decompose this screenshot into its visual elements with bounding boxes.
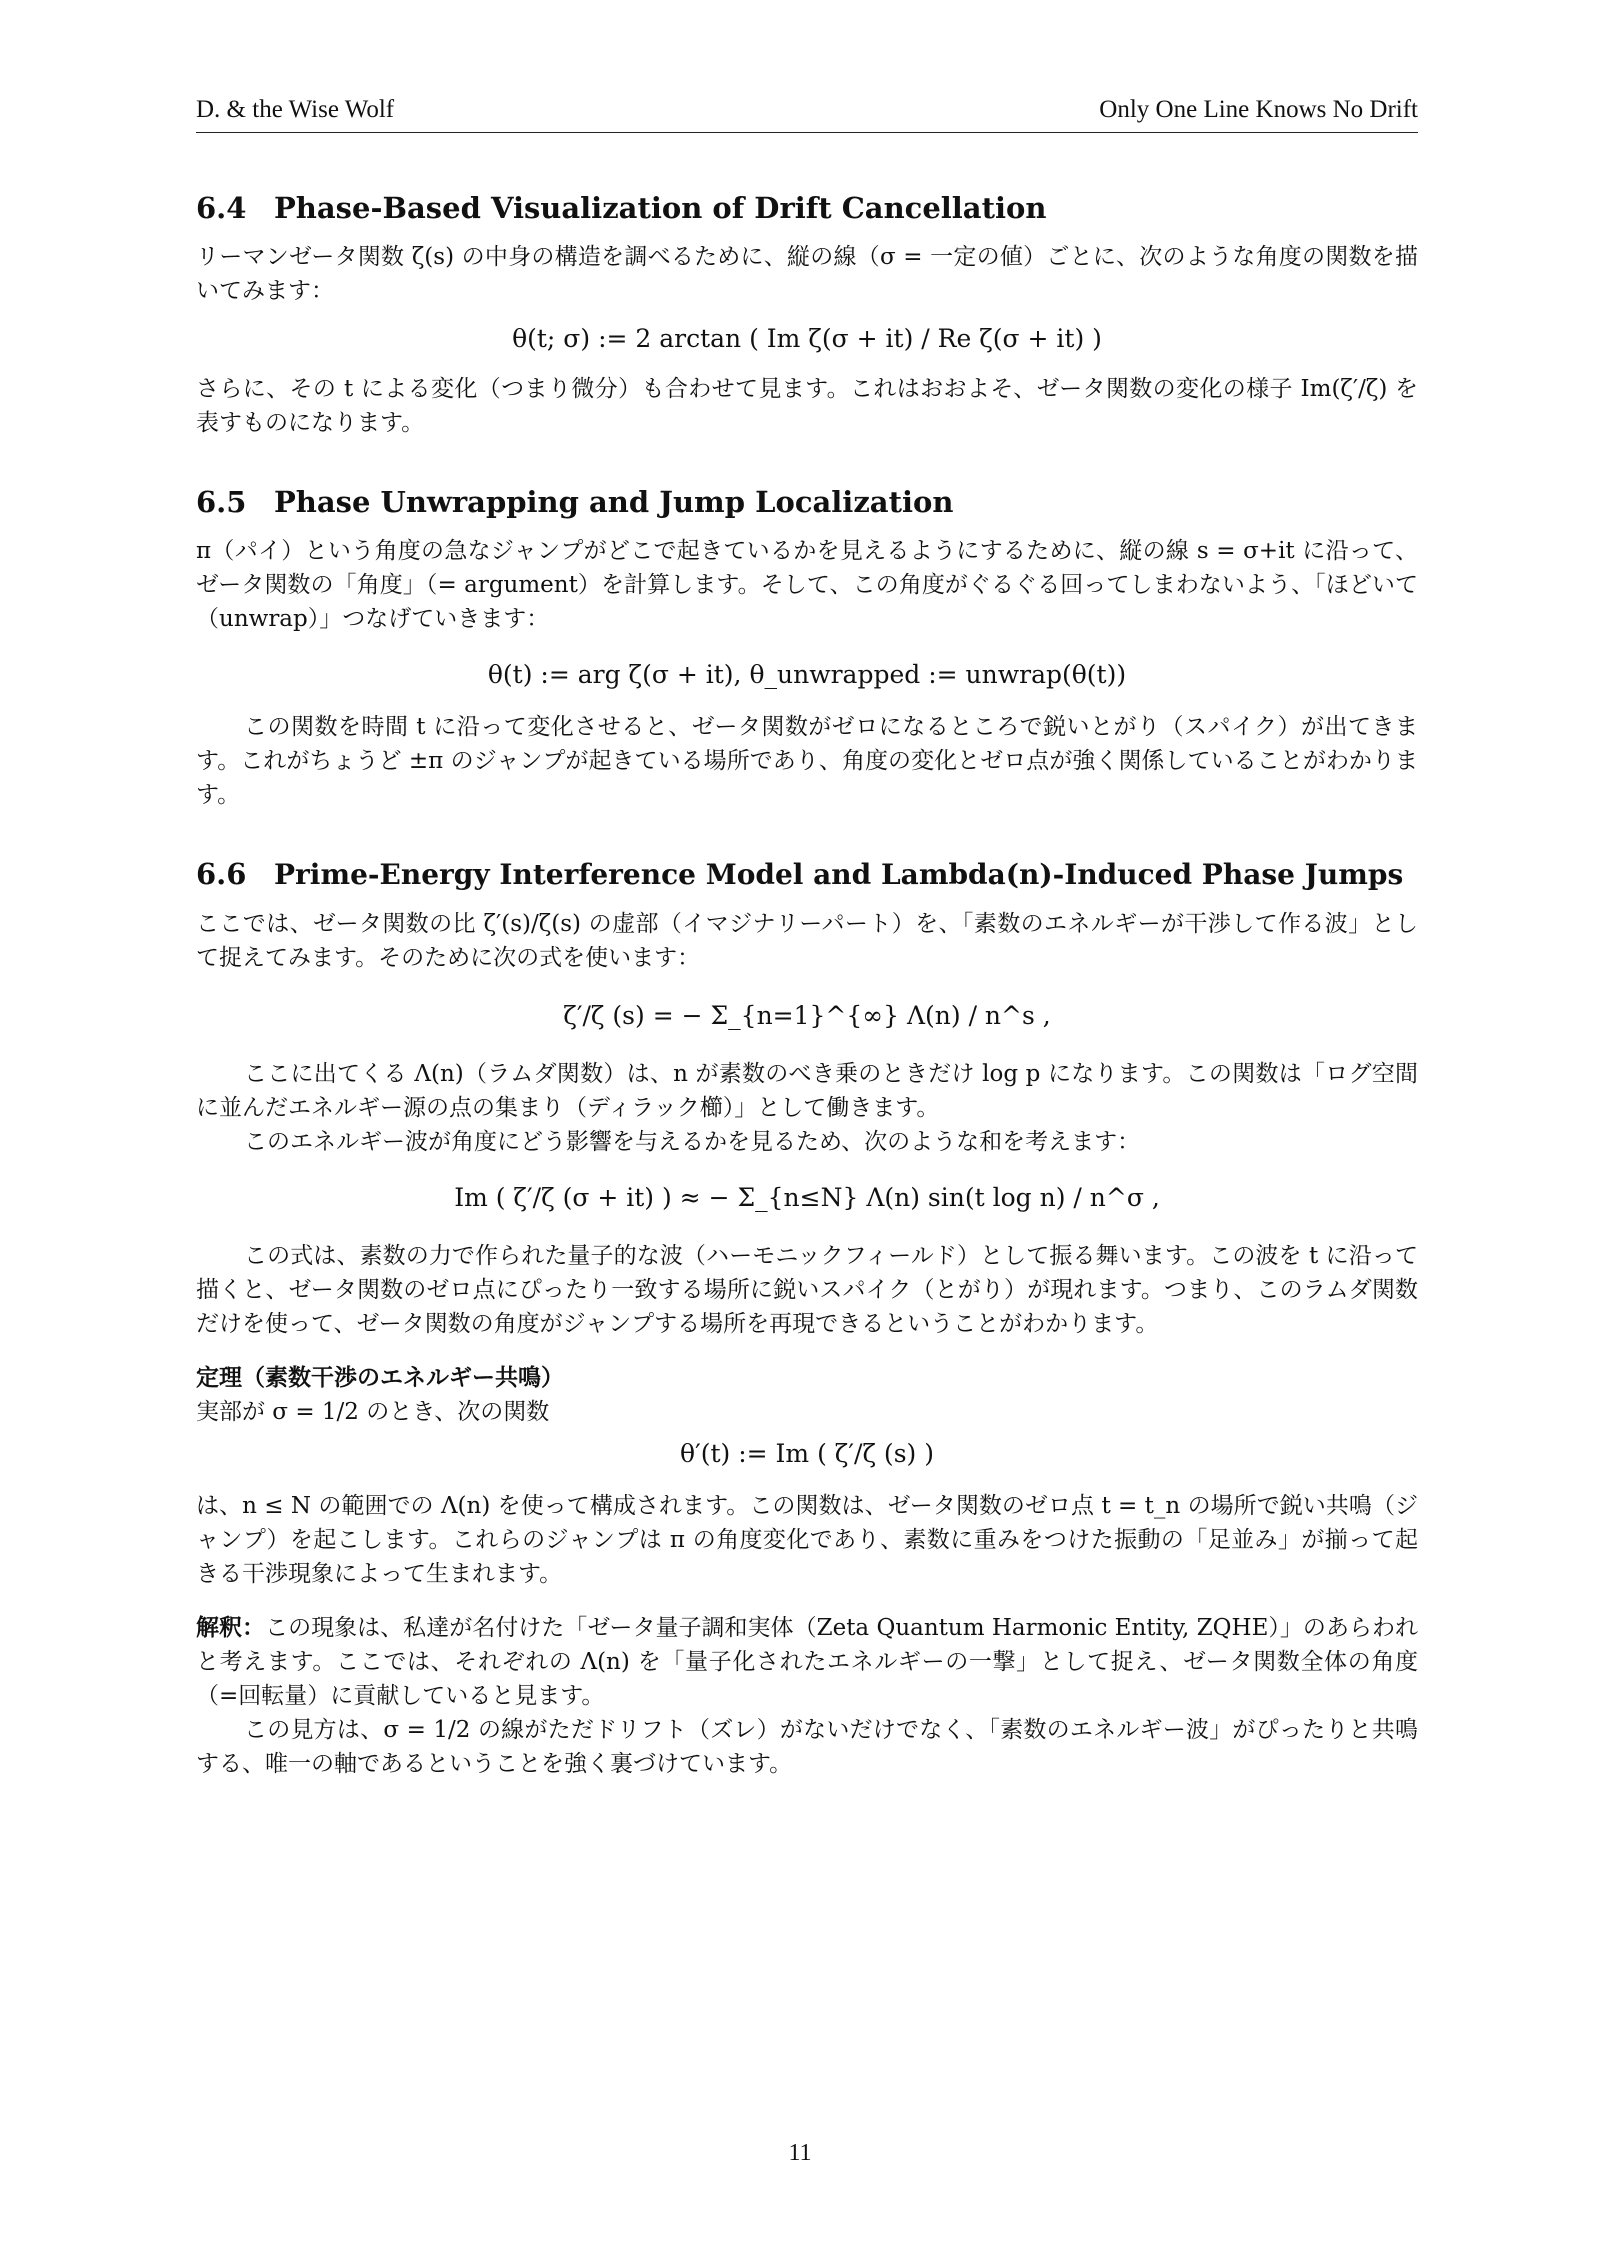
section-title: Prime-Energy Interference Model and Lambda(n)-Induced Phase Jumps — [274, 858, 1404, 891]
interpretation-lead: 解釈： — [196, 1615, 266, 1641]
equation-prime-sum: Im ( ζ′/ζ (σ + it) ) ≈ − Σ_{n≤N} Λ(n) sin(t log n) / n^σ , — [454, 1183, 1160, 1212]
main-content — [196, 190, 1418, 1781]
paragraph: さらに、その t による変化（つまり微分）も合わせて見ます。これはおおよそ、ゼータ関数の変化の様子 Im(ζ′/ζ) を表すものになります。 — [196, 376, 1418, 436]
section-number: 6.4 — [196, 191, 247, 225]
paragraph: ここでは、ゼータ関数の比 ζ′(s)/ζ(s) の虚部（イマジナリーパート）を、「素数のエネルギーが干渉して作る波」として捉えてみます。そのために次の式を使います： — [196, 911, 1418, 971]
section-heading — [196, 484, 1418, 520]
header-author: D. & the Wise Wolf — [196, 96, 395, 123]
equation-unwrap: θ(t) := arg ζ(σ + it), θ_unwrapped := unwrap(θ(t)) — [487, 660, 1127, 689]
section-number: 6.6 — [196, 857, 247, 891]
theorem-text: 実部が σ = 1/2 のとき、次の関数 — [196, 1399, 550, 1425]
paragraph: この見方は、σ = 1/2 の線がただドリフト（ズレ）がないだけでなく、「素数のエネルギー波」がぴったりと共鳴する、唯一の軸であるということを強く裏づけています。 — [196, 1717, 1418, 1777]
theorem-text: は、n ≤ N の範囲での Λ(n) を使って構成されます。この関数は、ゼータ関数のゼロ点 t = t_n の場所で鋭い共鳴（ジャンプ）を起こします。これらのジャンプは π の角度変化であり、素数に重みをつけた振動の「足並み」が揃って起きる干渉現象によって生まれます。 — [196, 1493, 1418, 1587]
equation-theta-sigma: θ(t; σ) := 2 arctan ( Im ζ(σ + it) / Re ζ(σ + it) ) — [512, 324, 1102, 353]
paragraph: この関数を時間 t に沿って変化させると、ゼータ関数がゼロになるところで鋭いとがり（スパイク）が出てきます。これがちょうど ±π のジャンプが起きている場所であり、角度の変化とゼロ点が強く関係していることがわかります。 — [196, 714, 1418, 808]
section-6-4 — [196, 190, 1418, 440]
section-6-5 — [196, 484, 1418, 812]
header-title: Only One Line Knows No Drift — [1099, 96, 1418, 123]
section-heading — [196, 856, 1418, 893]
page-number: 11 — [788, 2140, 812, 2166]
equation-log-derivative: ζ′/ζ (s) = − Σ_{n=1}^{∞} Λ(n) / n^s , — [563, 1001, 1051, 1030]
interpretation-paragraph — [196, 1611, 1418, 1713]
section-title: Phase-Based Visualization of Drift Cancellation — [274, 191, 1047, 225]
paragraph: ここに出てくる Λ(n)（ラムダ関数）は、n が素数のべき乗のときだけ log p になります。この関数は「ログ空間に並んだエネルギー源の点の集まり（ディラック櫛）」として働きます。 — [196, 1061, 1418, 1121]
paragraph: このエネルギー波が角度にどう影響を与えるかを見るため、次のような和を考えます： — [244, 1129, 1141, 1155]
theorem-title: 定理（素数干渉のエネルギー共鳴） — [196, 1365, 564, 1391]
section-heading — [196, 190, 1418, 226]
interpretation-text: この現象は、私達が名付けた「ゼータ量子調和実体（Zeta Quantum Harmonic Entity, ZQHE）」のあらわれと考えます。ここでは、それぞれの Λ(n) を「量子化されたエネルギーの一撃」として捉え、ゼータ関数全体の角度（=回転量）に貢献していると見ます。 — [196, 1615, 1419, 1709]
running-header — [196, 96, 1418, 133]
paragraph: この式は、素数の力で作られた量子的な波（ハーモニックフィールド）として振る舞います。この波を t に沿って描くと、ゼータ関数のゼロ点にぴったり一致する場所に鋭いスパイク（とがり）が現れます。つまり、このラムダ関数だけを使って、ゼータ関数の角度がジャンプする場所を再現できるということがわかります。 — [196, 1243, 1418, 1337]
equation-theorem: θ′(t) := Im ( ζ′/ζ (s) ) — [680, 1439, 934, 1468]
section-number: 6.5 — [196, 485, 247, 519]
section-6-6 — [196, 856, 1418, 1781]
section-title: Phase Unwrapping and Jump Localization — [274, 485, 954, 519]
paragraph: リーマンゼータ関数 ζ(s) の中身の構造を調べるために、縦の線（σ = 一定の値）ごとに、次のような角度の関数を描いてみます： — [196, 244, 1418, 304]
paragraph: π（パイ）という角度の急なジャンプがどこで起きているかを見えるようにするために、縦の線 s = σ+it に沿って、ゼータ関数の「角度」（= argument）を計算します。そして、この角度がぐるぐる回ってしまわないよう、「ほどいて（unwrap）」つなげていきます： — [196, 538, 1418, 632]
